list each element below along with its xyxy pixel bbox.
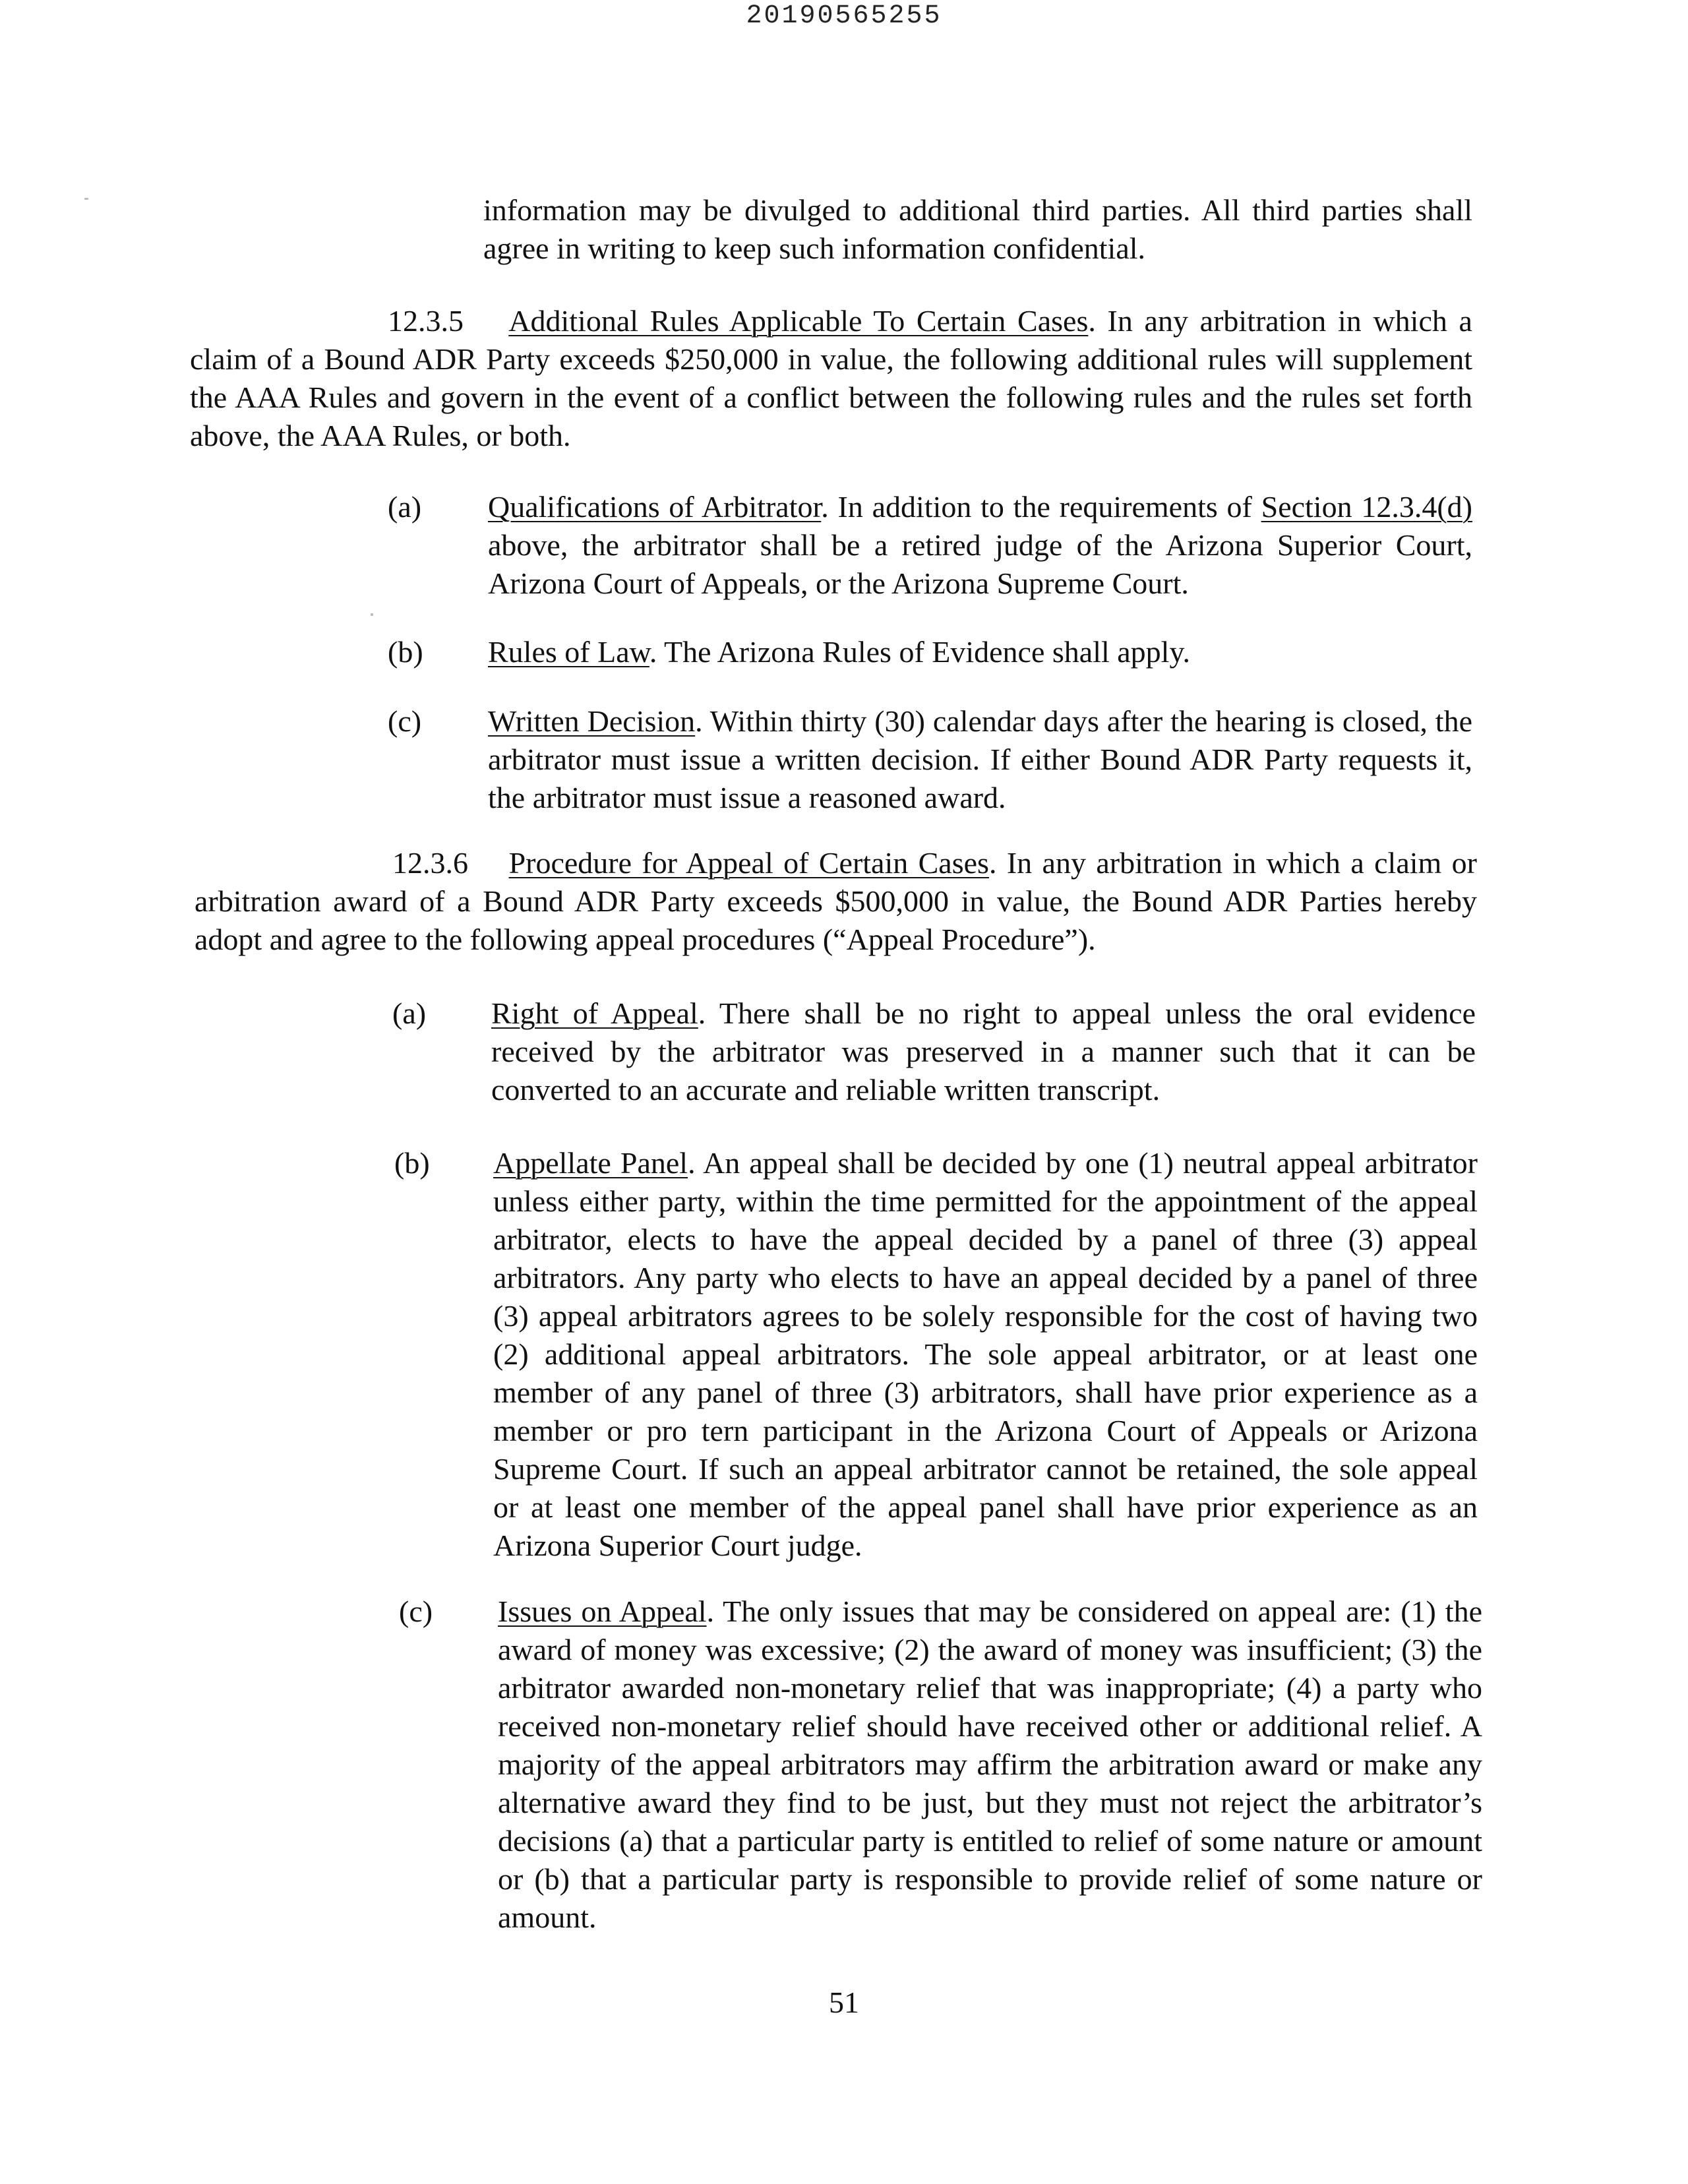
document-number: 20190565255 xyxy=(746,1,942,31)
page-number: 51 xyxy=(829,1986,859,2019)
item-12-3-5-b-heading: Rules of Law xyxy=(488,635,649,669)
scan-speck xyxy=(371,613,373,616)
section-12-3-6-heading: Procedure for Appeal of Certain Cases xyxy=(508,846,989,880)
item-12-3-5-b-text: . The Arizona Rules of Evidence shall apply. xyxy=(649,635,1190,669)
item-12-3-5-c xyxy=(488,702,1472,817)
scan-speck xyxy=(84,198,88,200)
item-12-3-5-a-marker: (a) xyxy=(388,490,422,524)
item-12-3-6-c-text: . The only issues that may be considered on appeal are: (1) the award of money was excessive; (2) the award of money was insufficient; (3) the arbitrator awarded non-monetary relief that was inappropriate; (4) a party who received non-monetary relief should have received other or additional relief. A majority of the appeal arbitrators may affirm the arbitration award or make any alternative award they find to be just, but they must not reject the arbitrator’s decisions (a) that a particular party is entitled to relief of some nature or amount or (b) that a particular party is responsible to provide relief of some nature or amount. xyxy=(498,1594,1482,1934)
item-12-3-5-b-marker: (b) xyxy=(388,635,423,669)
item-12-3-6-b-text: . An appeal shall be decided by one (1) neutral appeal arbitrator unless either party, within the time permitted for the appointment of the appeal arbitrator, elects to have the appeal decided by a panel of three (3) appeal arbitrators. Any party who elects to have an appeal decided by a panel of three (3) appeal arbitrators agrees to be solely responsible for the cost of having two (2) additional appeal arbitrators. The sole appeal arbitrator, or at least one member of any panel of three (3) arbitrators, shall have prior experience as a member or pro tern participant in the Arizona Court of Appeals or Arizona Supreme Court. If such an appeal arbitrator cannot be retained, the sole appeal or at least one member of the appeal panel shall have prior experience as an Arizona Superior Court judge. xyxy=(493,1146,1478,1562)
item-12-3-6-b-marker: (b) xyxy=(394,1146,430,1180)
section-12-3-5-heading: Additional Rules Applicable To Certain Cases xyxy=(508,304,1089,338)
item-12-3-5-a-text-1: . In addition to the requirements of xyxy=(821,490,1261,524)
carryover-paragraph: information may be divulged to additional third parties. All third parties shall agree in writing to keep such information confidential. xyxy=(483,193,1472,265)
section-12-3-5-paragraph xyxy=(190,302,1472,455)
section-12-3-5-number: 12.3.5 xyxy=(388,304,464,338)
item-12-3-6-a-text: . There shall be no right to appeal unless the oral evidence received by the arbitrator was preserved in a manner such that it can be converted to an accurate and reliable written transcript. xyxy=(491,996,1476,1107)
item-12-3-5-a xyxy=(488,488,1472,603)
item-12-3-5-b xyxy=(488,633,1472,671)
section-12-3-6-paragraph xyxy=(195,844,1477,959)
section-12-3-6-number: 12.3.6 xyxy=(392,846,468,880)
item-12-3-5-a-text-2: above, the arbitrator shall be a retired judge of the Arizona Superior Court, Arizona Court of Appeals, or the Arizona Supreme Court. xyxy=(488,528,1472,600)
item-12-3-6-c-marker: (c) xyxy=(399,1594,433,1628)
item-12-3-6-b xyxy=(493,1144,1478,1565)
item-12-3-5-c-text: . Within thirty (30) calendar days after the hearing is closed, the arbitrator must issue a written decision. If either Bound ADR Party requests it, the arbitrator must issue a reasoned award. xyxy=(488,704,1472,814)
item-12-3-6-a-marker: (a) xyxy=(392,996,427,1030)
section-12-3-5-body: . In any arbitration in which a claim of a Bound ADR Party exceeds $250,000 in value, the following additional rules will supplement the AAA Rules and govern in the event of a conflict between the following rules and the rules set forth above, the AAA Rules, or both. xyxy=(190,304,1472,452)
item-12-3-5-a-heading: Qualifications of Arbitrator xyxy=(488,490,822,524)
section-cross-reference: Section 12.3.4(d) xyxy=(1261,490,1472,524)
section-12-3-6-body: . In any arbitration in which a claim or arbitration award of a Bound ADR Party exceeds $500,000 in value, the Bound ADR Parties hereby adopt and agree to the following appeal procedures (“Appeal Procedure”). xyxy=(195,846,1478,956)
item-12-3-6-b-heading: Appellate Panel xyxy=(493,1146,688,1180)
item-12-3-6-a-heading: Right of Appeal xyxy=(491,996,698,1030)
item-12-3-5-c-marker: (c) xyxy=(388,704,422,738)
item-12-3-6-c-heading: Issues on Appeal xyxy=(498,1594,707,1628)
item-12-3-6-a xyxy=(491,994,1476,1109)
item-12-3-5-c-heading: Written Decision xyxy=(488,704,696,738)
item-12-3-6-c xyxy=(498,1592,1482,1937)
